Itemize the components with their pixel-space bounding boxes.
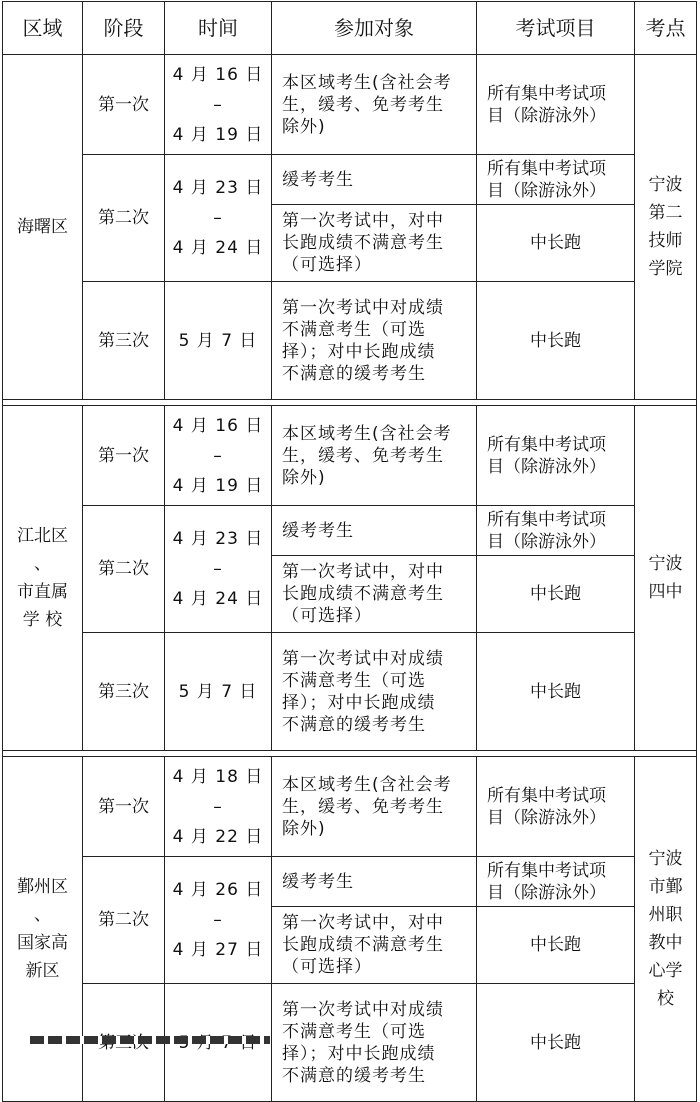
cell-line: 长跑成绩不满意考生: [282, 233, 444, 253]
cell-line: 不满意考生（可选: [282, 1021, 426, 1042]
participants-cell: [272, 406, 477, 506]
cell-line: 中长跑: [530, 330, 581, 351]
schedule-row: [3, 406, 697, 506]
cell-line: 第二: [648, 203, 683, 223]
cell-line: 中长跑: [530, 584, 581, 604]
cell-line: 、: [34, 905, 51, 925]
exam-schedule-table: [2, 1, 697, 1102]
cell-line: 技师: [648, 231, 683, 251]
cell-line: 长跑成绩不满意考生: [282, 935, 444, 955]
stage-cell: 第二次: [83, 155, 165, 282]
cell-line: 4 月 24 日: [172, 589, 264, 609]
cell-line: 5 月 7 日: [178, 330, 258, 351]
cell-line: –: [213, 445, 223, 466]
subject-cell: [477, 155, 635, 205]
cell-line: 4 月 24 日: [172, 238, 264, 258]
cell-line: 新区: [25, 961, 60, 981]
cell-line: 目（除游泳外）: [487, 180, 606, 201]
time-cell: [165, 55, 272, 155]
cell-line: 4 月 22 日: [172, 826, 264, 847]
cell-line: 心学: [648, 961, 683, 981]
schedule-row: [3, 757, 697, 857]
stage-cell: 第三次: [83, 282, 165, 400]
cell-line: 不满意的缓考考生: [282, 714, 426, 735]
stage-cell: 第一次: [83, 55, 165, 155]
cell-line: 目（除游泳外）: [487, 456, 606, 477]
schedule-body: [3, 55, 697, 1102]
subject-cell: [477, 857, 635, 907]
cell-line: 宁波: [648, 849, 683, 869]
cell-line: 生，缓考、免考考生: [282, 94, 444, 115]
cell-line: 第一次考试中，对中: [282, 211, 444, 231]
cell-line: 四中: [648, 582, 683, 602]
cell-line: –: [213, 559, 223, 579]
cell-line: 所有集中考试项: [487, 785, 606, 806]
participants-cell: [272, 907, 477, 984]
cell-line: 中长跑: [530, 681, 581, 702]
cell-line: 4 月 16 日: [172, 415, 264, 436]
subject-cell: [477, 556, 635, 633]
time-cell: [165, 633, 272, 751]
time-cell: [165, 155, 272, 282]
cell-line: 择）；对中长跑成绩: [282, 1043, 436, 1064]
cell-line: 学院: [648, 259, 683, 279]
cell-line: 本区域考生(含社会考: [282, 423, 452, 444]
cell-line: 生，缓考、免考考生: [282, 796, 444, 817]
schedule-row: [3, 506, 697, 556]
cell-line: （可选择）: [282, 957, 372, 977]
header-time: 时间: [165, 2, 272, 55]
cell-line: 不满意的缓考考生: [282, 363, 426, 384]
cell-line: 5 月 7 日: [178, 681, 258, 702]
cell-line: 中长跑: [530, 935, 581, 955]
cell-line: 目（除游泳外）: [487, 531, 606, 552]
cell-line: 宁波: [648, 554, 683, 574]
subject-cell: [477, 984, 635, 1102]
subject-cell: [477, 55, 635, 155]
cell-line: –: [213, 208, 223, 228]
participants-cell: [272, 205, 477, 282]
cell-line: 除外): [282, 818, 326, 839]
cell-line: 所有集中考试项: [487, 509, 606, 530]
time-cell: [165, 506, 272, 633]
cell-line: 缓考考生: [282, 169, 354, 190]
participants-cell: [272, 55, 477, 155]
stage-cell: 第一次: [83, 406, 165, 506]
cell-line: 第一次考试中，对中: [282, 913, 444, 933]
subject-cell: [477, 406, 635, 506]
cell-line: 中长跑: [530, 233, 581, 253]
schedule-row: [3, 282, 697, 400]
participants-cell: [272, 857, 477, 907]
cell-line: 教中: [648, 933, 683, 953]
header-stage: 阶段: [83, 2, 165, 55]
cell-line: 第一次考试中对成绩: [282, 648, 444, 669]
cell-line: 第一次考试中，对中: [282, 562, 444, 582]
cell-line: （可选择）: [282, 606, 372, 626]
stage-cell: 第二次: [83, 506, 165, 633]
cell-line: 所有集中考试项: [487, 158, 606, 179]
cell-line: 中长跑: [530, 1032, 581, 1053]
cell-line: 4 月 19 日: [172, 124, 264, 145]
cell-line: 4 月 26 日: [172, 880, 264, 900]
venue-cell: [635, 55, 697, 400]
cell-line: 4 月 23 日: [172, 178, 264, 198]
cell-line: 缓考考生: [282, 871, 354, 892]
cell-line: 江北区: [17, 526, 68, 546]
cell-line: 、: [34, 554, 51, 574]
cell-line: 目（除游泳外）: [487, 882, 606, 903]
subject-cell: [477, 282, 635, 400]
cell-line: 所有集中考试项: [487, 83, 606, 104]
time-cell: [165, 857, 272, 984]
stage-cell: 第一次: [83, 757, 165, 857]
region-cell: [3, 406, 83, 751]
time-cell: [165, 282, 272, 400]
participants-cell: [272, 506, 477, 556]
cell-line: 学 校: [22, 610, 63, 630]
cell-line: 宁波: [648, 175, 683, 195]
header-region: 区域: [3, 2, 83, 55]
region-cell: [3, 757, 83, 1102]
participants-cell: [272, 633, 477, 751]
cell-line: 海曙区: [17, 217, 68, 237]
schedule-row: [3, 155, 697, 205]
stage-cell: 第三次: [83, 633, 165, 751]
cell-line: 缓考考生: [282, 520, 354, 541]
cell-line: 鄞州区: [17, 877, 68, 897]
cell-line: 第一次考试中对成绩: [282, 297, 444, 318]
cell-line: 除外): [282, 116, 326, 137]
cell-line: 不满意的缓考考生: [282, 1065, 426, 1086]
cell-line: 本区域考生(含社会考: [282, 72, 452, 93]
schedule-table-wrapper: [2, 1, 697, 1102]
cell-line: 择）；对中长跑成绩: [282, 692, 436, 713]
cell-line: –: [213, 94, 223, 115]
venue-cell: [635, 757, 697, 1102]
header-row: [3, 2, 697, 55]
cell-line: 国家高: [17, 933, 68, 953]
subject-cell: [477, 633, 635, 751]
cell-line: 目（除游泳外）: [487, 105, 606, 126]
cell-line: –: [213, 796, 223, 817]
schedule-row: [3, 55, 697, 155]
cropped-text-fragment: [30, 1036, 270, 1044]
cell-line: 市直属: [17, 582, 68, 602]
header-participants: 参加对象: [272, 2, 477, 55]
cell-line: （可选择）: [282, 255, 372, 275]
header-subject: 考试项目: [477, 2, 635, 55]
cell-line: 不满意考生（可选: [282, 319, 426, 340]
participants-cell: [272, 984, 477, 1102]
subject-cell: [477, 506, 635, 556]
cell-line: 第一次考试中对成绩: [282, 999, 444, 1020]
cell-line: 生，缓考、免考考生: [282, 445, 444, 466]
cell-line: 4 月 18 日: [172, 766, 264, 787]
cell-line: 4 月 27 日: [172, 940, 264, 960]
participants-cell: [272, 282, 477, 400]
cell-line: 择）；对中长跑成绩: [282, 341, 436, 362]
cell-line: 目（除游泳外）: [487, 807, 606, 828]
schedule-row: [3, 857, 697, 907]
venue-cell: [635, 406, 697, 751]
cell-line: 校: [657, 989, 674, 1009]
cell-line: 长跑成绩不满意考生: [282, 584, 444, 604]
schedule-row: [3, 633, 697, 751]
cell-line: 4 月 19 日: [172, 475, 264, 496]
participants-cell: [272, 757, 477, 857]
cell-line: 州职: [648, 905, 683, 925]
cell-line: 不满意考生（可选: [282, 670, 426, 691]
subject-cell: [477, 907, 635, 984]
cell-line: 4 月 23 日: [172, 529, 264, 549]
time-cell: [165, 757, 272, 857]
cell-line: 除外): [282, 467, 326, 488]
cell-line: –: [213, 910, 223, 930]
subject-cell: [477, 205, 635, 282]
participants-cell: [272, 556, 477, 633]
region-cell: [3, 55, 83, 400]
cell-line: 市鄞: [648, 877, 683, 897]
stage-cell: 第二次: [83, 857, 165, 984]
header-venue: 考点: [635, 2, 697, 55]
cell-line: 本区域考生(含社会考: [282, 774, 452, 795]
participants-cell: [272, 155, 477, 205]
cell-line: 4 月 16 日: [172, 64, 264, 85]
subject-cell: [477, 757, 635, 857]
cell-line: 所有集中考试项: [487, 434, 606, 455]
time-cell: [165, 406, 272, 506]
cell-line: 所有集中考试项: [487, 860, 606, 881]
